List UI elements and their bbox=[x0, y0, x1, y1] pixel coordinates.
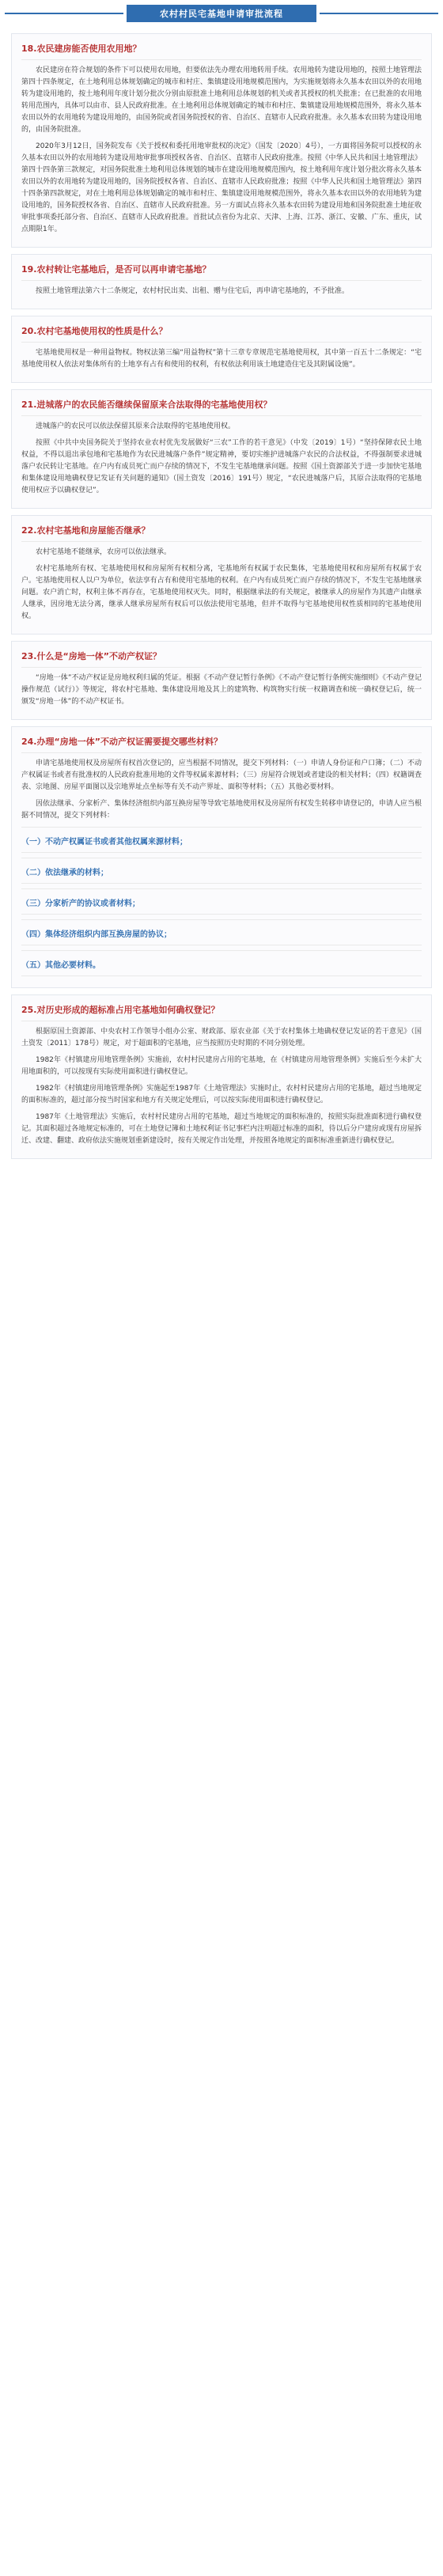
faq-section-19 bbox=[11, 254, 432, 309]
faq-section-25 bbox=[11, 994, 432, 1159]
answer-paragraph: 按照《中共中央国务院关于坚持农业农村优先发展做好“三农”工作的若干意见》（中发〔2019〕1号）“坚持保障农民土地权益，不得以退出承包地和宅基地作为农民进城落户条件”规定精神，要切实维护进城落户农民的合法权益，不得强制要求进城落户农民转让宅基地。在户内有成员死亡而户存续的情况下，不发生宅基地继承问题。按照《国土资源部关于进一步加快宅基地和集体建设用地确权登记发证有关问题的通知》（国土资发〔2016〕191号）规定，“农民进城落户后，其原合法取得的宅基地使用权应予以确权登记”。 bbox=[21, 439, 422, 494]
question-title: 20.农村宅基地使用权的性质是什么？ bbox=[21, 321, 422, 343]
answer-paragraph: 农民建房在符合规划的条件下可以使用农用地，但要依法先办理农用地转用手续。农用地转为建设用地的，按照土地管理法第四十四条规定，在土地利用总体规划确定的城市和村庄、集镇建设用地规模范围内，为实施规划将永久基本农田以外的农用地转为建设用地的，按土地利用年度计划分批次分别由原批准土地利用总体规划的机关或者其授权的机关批准；在已批准的农用地转用范围内，具体可以由市、县人民政府批准。在土地利用总体规划确定的城市和村庄、集镇建设用地规模范围外，将永久基本农田以外的农用地转为建设用地的，由国务院或者国务院授权的省、自治区、直辖市人民政府批准。永久基本农田转为建设用地的，由国务院批准。 bbox=[21, 66, 422, 134]
material-item bbox=[21, 827, 422, 853]
material-item-label: （四）集体经济组织内部互换房屋的协议； bbox=[21, 930, 172, 939]
answer-paragraph: 1982年《村镇建房用地管理条例》实施前，农村村民建房占用的宅基地，在《村镇建房用地管理条例》实施后至今未扩大用地面积的，可以按现有实际使用面积进行确权登记。 bbox=[21, 1056, 422, 1076]
answer-paragraph: “房地一体”不动产权证是房地权利归属的凭证。根据《不动产登记暂行条例》《不动产登记暂行条例实施细则》《不动产登记操作规范（试行）》等规定，将农村宅基地、集体建设用地及其上的建筑物、构筑物实行统一权籍调查和统一确权登记后，统一颁发“房地一体”的不动产权证书。 bbox=[21, 674, 422, 706]
material-item bbox=[21, 858, 422, 884]
question-title: 23.什么是“房地一体”不动产权证？ bbox=[21, 646, 422, 668]
banner-title: 农村村民宅基地申请审批流程 bbox=[127, 5, 316, 22]
answer-paragraph: 进城落户的农民可以依法保留其原来合法取得的宅基地使用权。 bbox=[36, 422, 236, 430]
answer-paragraph: 1987年《土地管理法》实施后，农村村民建房占用的宅基地，超过当地规定的面积标准的，按照实际批准面积进行确权登记。其面积超过各地规定标准的，可在土地登记簿和土地权利证书记事栏内注明超过标准的面积，待以后分户建房或现有房屋拆迁、改建、翻建、政府依法实施规划重新建设时，按有关规定作出处理，并按照各地规定的面积标准重新进行确权登记。 bbox=[21, 1113, 422, 1145]
faq-section-24 bbox=[11, 726, 432, 988]
question-title: 22.农村宅基地和房屋能否继承？ bbox=[21, 521, 422, 542]
banner-divider-right bbox=[320, 13, 438, 14]
faq-section-18 bbox=[11, 33, 432, 248]
material-item-label: （二）依法继承的材料； bbox=[21, 869, 108, 877]
question-title: 25.对历史形成的超标准占用宅基地如何确权登记？ bbox=[21, 1000, 422, 1021]
answer-paragraph: 农村宅基地不能继承，农房可以依法继承。 bbox=[36, 548, 172, 556]
banner-divider-left bbox=[5, 13, 123, 14]
answer-paragraph: 宅基地使用权是一种用益物权。物权法第三编“用益物权”第十三章专章规范宅基地使用权，其中第一百五十二条规定：“宅基地使用权人依法对集体所有的土地享有占有和使用的权利，有权依法利用该土地建造住宅及其附属设施”。 bbox=[21, 349, 422, 369]
material-item bbox=[21, 950, 422, 976]
material-item-label: （三）分家析产的协议或者材料； bbox=[21, 900, 140, 908]
faq-section-22 bbox=[11, 515, 432, 635]
material-item-label: （一）不动产权属证书或者其他权属来源材料； bbox=[21, 838, 187, 847]
answer-paragraph: 农村宅基地所有权、宅基地使用权和房屋所有权相分离，宅基地所有权属于农民集体，宅基地使用权和房屋所有权属于农户。宅基地使用权人以户为单位，依法享有占有和使用宅基地的权利。在户内有成员死亡而户存续的情况下，不发生宅基地继承问题。农户消亡时，权利主体不再存在，宅基地使用权灭失。同时，根据继承法的有关规定，被继承人的房屋作为其遗产由继承人继承，因房地无法分离，继承人继承房屋所有权后可以依法使用宅基地，但并不取得与宅基地使用权性质相同的宅基地使用权。 bbox=[21, 565, 422, 620]
answer-paragraph: 申请宅基地使用权及房屋所有权首次登记的，应当根据不同情况，提交下列材料：（一）申请人身份证和户口簿；（二）不动产权属证书或者有批准权的人民政府批准用地的文件等权属来源材料；（三）房屋符合规划或者建设的相关材料；（四）权籍调查表、宗地图、房屋平面图以及宗地界址点坐标等有关不动产界址、面积等材料；（五）其他必要材料。 bbox=[21, 760, 422, 791]
question-title: 21.进城落户的农民能否继续保留原来合法取得的宅基地使用权？ bbox=[21, 395, 422, 416]
answer-paragraph: 2020年3月12日，国务院发布《关于授权和委托用地审批权的决定》（国发〔2020〕4号），一方面将国务院可以授权的永久基本农田以外的农用地转为建设用地审批事项授权各省、自治区、直辖市人民政府批准。按照《中华人民共和国土地管理法》第四十四条第三款规定，对国务院批准土地利用总体规划的城市在建设用地规模范围内，按土地利用年度计划分批次将永久基本农田以外的农用地转为建设用地的，国务院授权各省、自治区、直辖市人民政府批准；按照《中华人民共和国土地管理法》第四十四条第四款规定，对在土地利用总体规划确定的城市和村庄、集镇建设用地规模范围外，将永久基本农田以外的农用地转为建设用地的，国务院授权各省、自治区、直辖市人民政府批准。另一方面试点将永久基本农田转为建设用地和国务院批准土地征收审批事项委托部分省、自治区、直辖市人民政府批准。首批试点省份为北京、天津、上海、江苏、浙江、安徽、广东、重庆，试点期限1年。 bbox=[21, 142, 422, 233]
material-item bbox=[21, 888, 422, 915]
answer-paragraph: 按照土地管理法第六十二条规定，农村村民出卖、出租、赠与住宅后，再申请宅基地的，不予批准。 bbox=[36, 287, 350, 295]
question-title: 24.办理“房地一体”不动产权证需要提交哪些材料？ bbox=[21, 732, 422, 753]
faq-section-21 bbox=[11, 389, 432, 509]
question-title: 18.农民建房能否使用农用地？ bbox=[21, 39, 422, 60]
answer-paragraph: 1982年《村镇建房用地管理条例》实施起至1987年《土地管理法》实施时止，农村村民建房占用的宅基地，超过当地规定的面积标准的，超过部分按当时国家和地方有关规定处理后，可以按实际使用面积进行确权登记。 bbox=[21, 1085, 422, 1104]
answer-paragraph: 根据原国土资源部、中央农村工作领导小组办公室、财政部、原农业部《关于农村集体土地确权登记发证的若干意见》（国土资发〔2011〕178号）规定，对于超面积的宅基地，应当按照历史时期的不同分别处理。 bbox=[21, 1028, 422, 1047]
page bbox=[0, 0, 443, 1172]
answer-paragraph: 因依法继承、分家析产、集体经济组织内部互换房屋等导致宅基地使用权及房屋所有权发生转移申请登记的，申请人应当根据不同情况，提交下列材料： bbox=[21, 800, 422, 820]
question-title: 19.农村转让宅基地后，是否可以再申请宅基地？ bbox=[21, 259, 422, 281]
page-banner bbox=[0, 0, 443, 27]
faq-section-23 bbox=[11, 641, 432, 720]
material-item bbox=[21, 919, 422, 945]
material-item-label: （五）其他必要材料。 bbox=[21, 961, 100, 970]
faq-section-20 bbox=[11, 316, 432, 383]
